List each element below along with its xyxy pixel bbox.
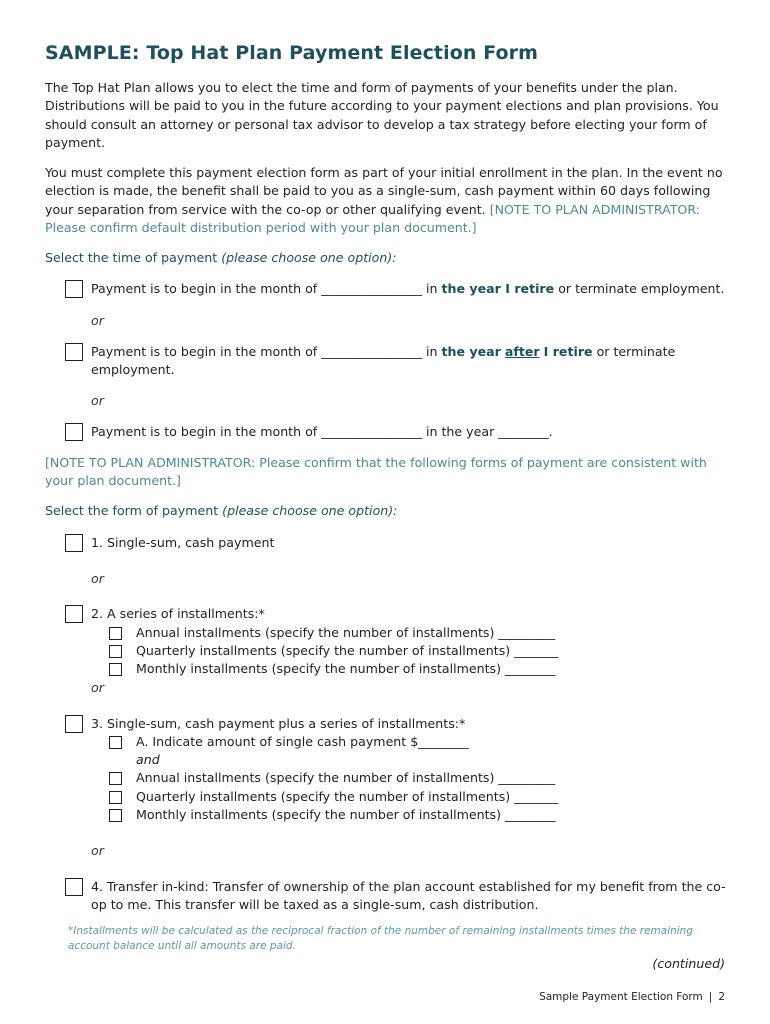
form-option-3-checkbox[interactable] xyxy=(65,715,83,733)
time-option-2-post: or terminate employment. xyxy=(91,344,676,378)
intro-paragraph-2-text: You must complete this payment election form as part of your initial enrollment in the plan. In the event no election is made, the benefit shall be paid to you as a single-sum, cash payment within 60 days following your separation from service with the co-op or other qualifying event. xyxy=(45,165,723,217)
form-option-4-checkbox[interactable] xyxy=(65,878,83,896)
default-period-note: [NOTE TO PLAN ADMINISTRATOR: Please confirm default distribution period with your plan document.] xyxy=(45,201,700,236)
annual-installments-label: Annual installments (specify the number of installments) _________ xyxy=(136,770,556,785)
footer-separator: | xyxy=(708,991,713,1003)
form-prompt-label: Select the form of payment xyxy=(45,503,219,518)
continued-label: (continued) xyxy=(652,956,725,971)
installments-footnote: *Installments will be calculated as the reciprocal fraction of the number of remaining installments times the remaining account balance until all amounts are paid. xyxy=(68,925,694,952)
monthly-installments-label: Monthly installments (specify the number of installments) ________ xyxy=(136,661,556,676)
quarterly-installments-checkbox[interactable] xyxy=(109,791,122,804)
monthly-installments-checkbox[interactable] xyxy=(109,809,122,822)
annual-installments-label: Annual installments (specify the number of installments) _________ xyxy=(136,625,556,640)
or-divider: or xyxy=(91,393,104,408)
annual-installments-checkbox[interactable] xyxy=(109,627,122,640)
form-option-1-label: 1. Single-sum, cash payment xyxy=(91,535,275,550)
or-divider: or xyxy=(91,843,104,858)
time-option-3[interactable] xyxy=(65,423,735,443)
form-prompt-hint: (please choose one option): xyxy=(222,503,398,518)
form-option-1-checkbox[interactable] xyxy=(65,534,83,552)
monthly-installments-checkbox[interactable] xyxy=(109,663,122,676)
time-of-payment-prompt xyxy=(45,250,396,265)
time-option-1-pre: Payment is to begin in the month of ________________ in xyxy=(91,281,438,296)
time-option-1-label xyxy=(91,280,731,298)
quarterly-installments-label: Quarterly installments (specify the number of installments) _______ xyxy=(136,789,559,804)
time-option-2-emphasis-b: I retire xyxy=(543,344,593,359)
forms-admin-note: [NOTE TO PLAN ADMINISTRATOR: Please confirm that the following forms of payment are consistent with your plan document.] xyxy=(45,455,707,489)
form-option-1[interactable] xyxy=(65,534,735,554)
or-divider: or xyxy=(91,680,104,695)
form-option-3-label: 3. Single-sum, cash payment plus a series of installments:* xyxy=(91,716,466,731)
time-option-2-emphasis-underlined: after xyxy=(504,344,540,359)
time-option-2-emphasis-a: the year xyxy=(441,344,501,359)
form-option-3[interactable] xyxy=(65,715,735,735)
single-cash-amount-label: A. Indicate amount of single cash payment $________ xyxy=(136,734,469,749)
intro-paragraph-1: The Top Hat Plan allows you to elect the time and form of payments of your benefits under the plan. Distributions will be paid to you in the future according to your payment elections and plan provisions. You should consult an attorney or personal tax advisor to develop a tax strategy before electing your form of payment. xyxy=(45,80,719,151)
page-title: SAMPLE: Top Hat Plan Payment Election Form xyxy=(45,42,539,64)
annual-installments-checkbox[interactable] xyxy=(109,772,122,785)
form-option-2[interactable] xyxy=(65,605,735,625)
time-option-3-label: Payment is to begin in the month of ________________ in the year ________. xyxy=(91,424,553,439)
time-option-3-checkbox[interactable] xyxy=(65,423,83,441)
intro-paragraph-2 xyxy=(45,164,735,238)
or-divider: or xyxy=(91,313,104,328)
time-option-2-checkbox[interactable] xyxy=(65,343,83,361)
or-divider: or xyxy=(91,571,104,586)
time-option-1-checkbox[interactable] xyxy=(65,280,83,298)
form-option-2-label: 2. A series of installments:* xyxy=(91,606,265,621)
footer-label: Sample Payment Election Form xyxy=(539,991,703,1003)
form-option-4[interactable] xyxy=(65,878,735,918)
time-option-1-post: or terminate employment. xyxy=(558,281,725,296)
time-option-2-pre: Payment is to begin in the month of ________________ in xyxy=(91,344,438,359)
time-option-2[interactable] xyxy=(65,343,735,383)
form-option-4-label: 4. Transfer in-kind: Transfer of ownership of the plan account established for my benefit from the co-op to me. This transfer will be taxed as a single-sum, cash distribution. xyxy=(91,879,726,913)
form-of-payment-prompt xyxy=(45,503,397,518)
quarterly-installments-checkbox[interactable] xyxy=(109,645,122,658)
single-cash-amount-checkbox[interactable] xyxy=(109,736,122,749)
time-option-2-label xyxy=(91,343,731,380)
page-number: 2 xyxy=(718,991,725,1003)
time-option-1[interactable] xyxy=(65,280,735,300)
time-prompt-label: Select the time of payment xyxy=(45,250,218,265)
time-option-1-emphasis: the year I retire xyxy=(441,281,555,296)
quarterly-installments-label: Quarterly installments (specify the number of installments) _______ xyxy=(136,643,559,658)
time-prompt-hint: (please choose one option): xyxy=(221,250,397,265)
form-option-2-checkbox[interactable] xyxy=(65,605,83,623)
monthly-installments-label: Monthly installments (specify the number of installments) ________ xyxy=(136,807,556,822)
page-footer xyxy=(539,991,725,1003)
and-label: and xyxy=(136,752,160,767)
